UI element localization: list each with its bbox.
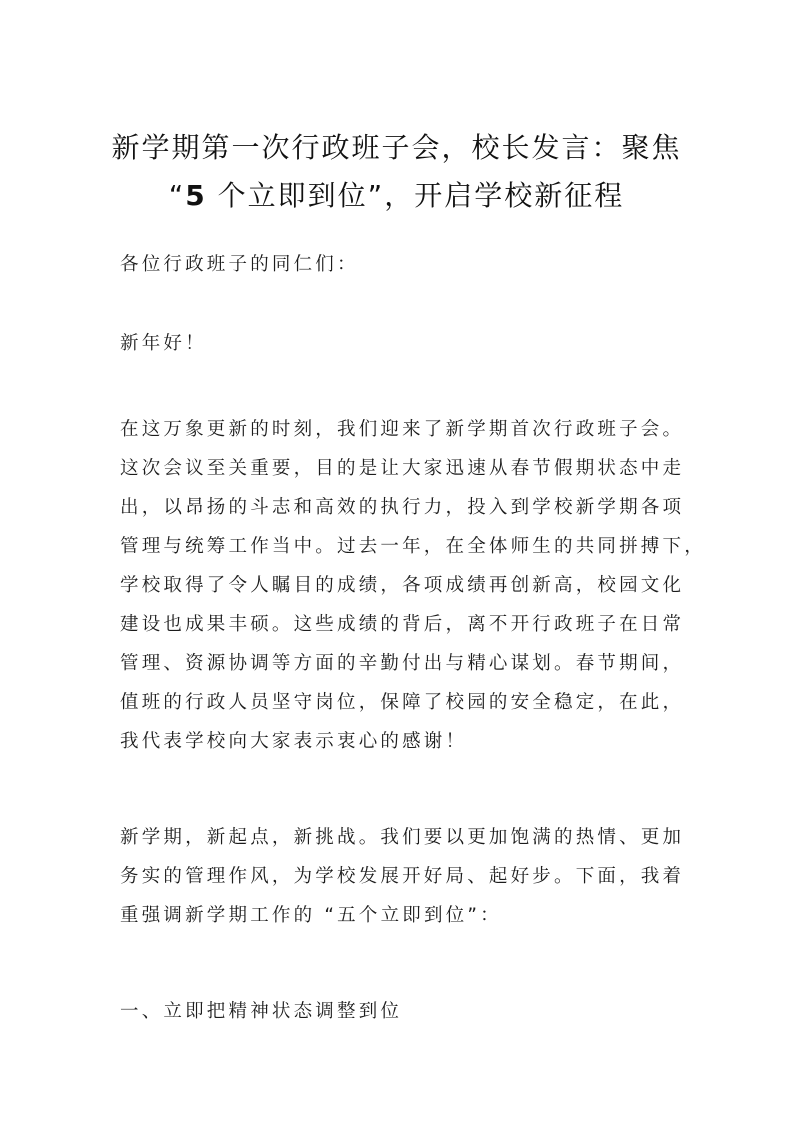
paragraph-line: 管理、资源协调等方面的辛勤付出与精心谋划。春节期间， bbox=[120, 653, 685, 674]
paragraph-2 bbox=[120, 818, 685, 935]
paragraph-line: 在这万象更新的时刻，我们迎来了新学期首次行政班子会。 bbox=[120, 419, 685, 440]
paragraph-line: 这次会议至关重要，目的是让大家迅速从春节假期状态中走 bbox=[120, 458, 685, 479]
title-number: 5 bbox=[185, 179, 207, 212]
paragraph-line: 建设也成果丰硕。这些成绩的背后，离不开行政班子在日常 bbox=[120, 614, 685, 635]
paragraph-line: 管理与统筹工作当中。过去一年，在全体师生的共同拼搏下， bbox=[120, 536, 706, 557]
salutation-text: 新年好！ bbox=[120, 333, 207, 354]
paragraph-1 bbox=[120, 410, 706, 761]
salutation bbox=[120, 324, 676, 363]
paragraph-line: 重强调新学期工作的 “五个立即到位”： bbox=[120, 905, 502, 926]
greeting bbox=[120, 245, 676, 284]
paragraph-line: 我代表学校向大家表示衷心的感谢！ bbox=[120, 731, 468, 752]
section-heading-1 bbox=[120, 992, 676, 1031]
paragraph-line: 值班的行政人员坚守岗位，保障了校园的安全稳定，在此， bbox=[120, 692, 685, 713]
paragraph-line: 新学期，新起点，新挑战。我们要以更加饱满的热情、更加 bbox=[120, 827, 685, 848]
paragraph-line: 学校取得了令人瞩目的成绩，各项成绩再创新高，校园文化 bbox=[120, 575, 685, 596]
document-title-line-1: 新学期第一次行政班子会，校长发言：聚焦 bbox=[111, 131, 682, 164]
paragraph-line: 务实的管理作风，为学校发展开好局、起好步。下面，我着 bbox=[120, 866, 685, 887]
paragraph-line: 出，以昂扬的斗志和高效的执行力，投入到学校新学期各项 bbox=[120, 497, 685, 518]
title-line-2-text: 个立即到位”，开启学校新征程 bbox=[206, 179, 625, 212]
document-title-line-2 bbox=[100, 174, 693, 214]
section-heading-text: 一、立即把精神状态调整到位 bbox=[120, 1001, 403, 1022]
title-open-quote: “ bbox=[168, 179, 186, 212]
greeting-text: 各位行政班子的同仁们： bbox=[120, 254, 359, 275]
